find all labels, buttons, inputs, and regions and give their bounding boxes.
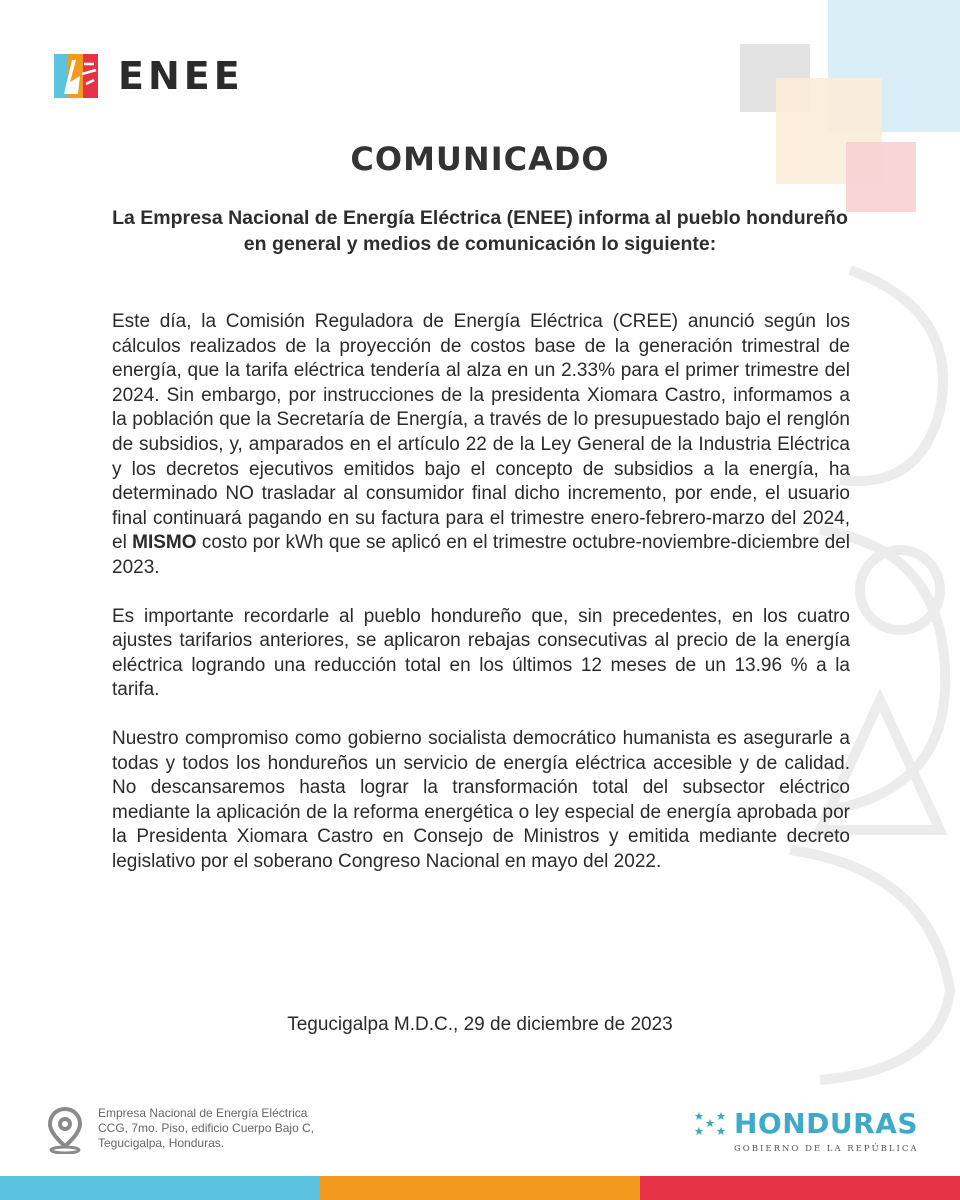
- paragraph-1: [112, 310, 850, 581]
- paragraph-1-emphasis: MISMO: [132, 532, 197, 554]
- honduras-wordmark: HONDURAS: [734, 1107, 919, 1140]
- bottom-color-stripe: [0, 1176, 960, 1200]
- paragraph-3: Nuestro compromiso como gobierno socialista democrático humanista es asegurarle a todas y todos los hondureños un servicio de energía eléctrica accesible y de calidad. No descansaremos hasta lograr la transformación total del subsector eléctrico mediante la aplicación de la reforma energética o ley especial de energía aprobada por la Presidenta Xiomara Castro en Consejo de Ministros y emitida mediante decreto legislativo por el soberano Congreso Nacional en mayo del 2022.: [112, 727, 850, 872]
- address-lines: [98, 1106, 314, 1151]
- address-line-2: CCG, 7mo. Piso, edificio Cuerpo Bajo C,: [98, 1121, 315, 1135]
- footer-address: [46, 1106, 314, 1154]
- paragraph-2: Es importante recordarle al pueblo hondureño que, sin precedentes, en los cuatro ajustes tarifarios anteriores, se aplicaron rebajas consecutivas al precio de la energía eléctrica logrando una reducción total en los últimos 12 meses de un 13.96 % a la tarifa.: [112, 605, 850, 701]
- paragraph-1-part1: Este día, la Comisión Reguladora de Energía Eléctrica (CREE) anunció según los cálculos realizados de la proyección de costos base de la generación trimestral de energía, que la tarifa eléctrica tendería al alza en un 2.33% para el primer trimestre del 2024. Sin embargo, por instrucciones de la presidenta Xiomara Castro, informamos a la población que la Secretaría de Energía, a través de lo presupuestado bajo el renglón de subsidios, y, amparados en el artículo 22 de la Ley General de la Industria Eléctrica y los decretos ejecutivos emitidos bajo el concepto de subsidios a la energía, ha determinado NO trasladar al consumidor final dicho incremento, por ende, el usuario final continuará pagando en su factura para el trimestre enero-febrero-marzo del 2024, el: [112, 311, 850, 554]
- address-line-1: Empresa Nacional de Energía Eléctrica: [98, 1106, 308, 1120]
- stripe-red: [640, 1176, 960, 1200]
- stripe-orange: [320, 1176, 640, 1200]
- brand-name: ENEE: [118, 54, 244, 98]
- intro-text: La Empresa Nacional de Energía Eléctrica (ENEE) informa al pueblo hondureño en general y medios de comunicación lo siguiente:: [112, 207, 848, 255]
- communique-body: [112, 310, 850, 898]
- dateline: Tegucigalpa M.D.C., 29 de diciembre de 2023: [287, 1014, 673, 1035]
- paragraph-1-part2: costo por kWh que se aplicó en el trimestre octubre-noviembre-diciembre del 2023.: [112, 532, 850, 578]
- page-title: COMUNICADO: [350, 140, 610, 178]
- stripe-blue: [0, 1176, 320, 1200]
- government-subtitle: GOBIERNO DE LA REPÚBLICA: [734, 1144, 919, 1154]
- address-line-3: Tegucigalpa, Honduras.: [98, 1136, 225, 1150]
- enee-logo-icon: [54, 54, 98, 98]
- honduras-government-logo: [694, 1107, 924, 1154]
- location-pin-icon: [46, 1106, 84, 1154]
- stars-icon: [694, 1110, 728, 1138]
- enee-logo: [54, 54, 244, 98]
